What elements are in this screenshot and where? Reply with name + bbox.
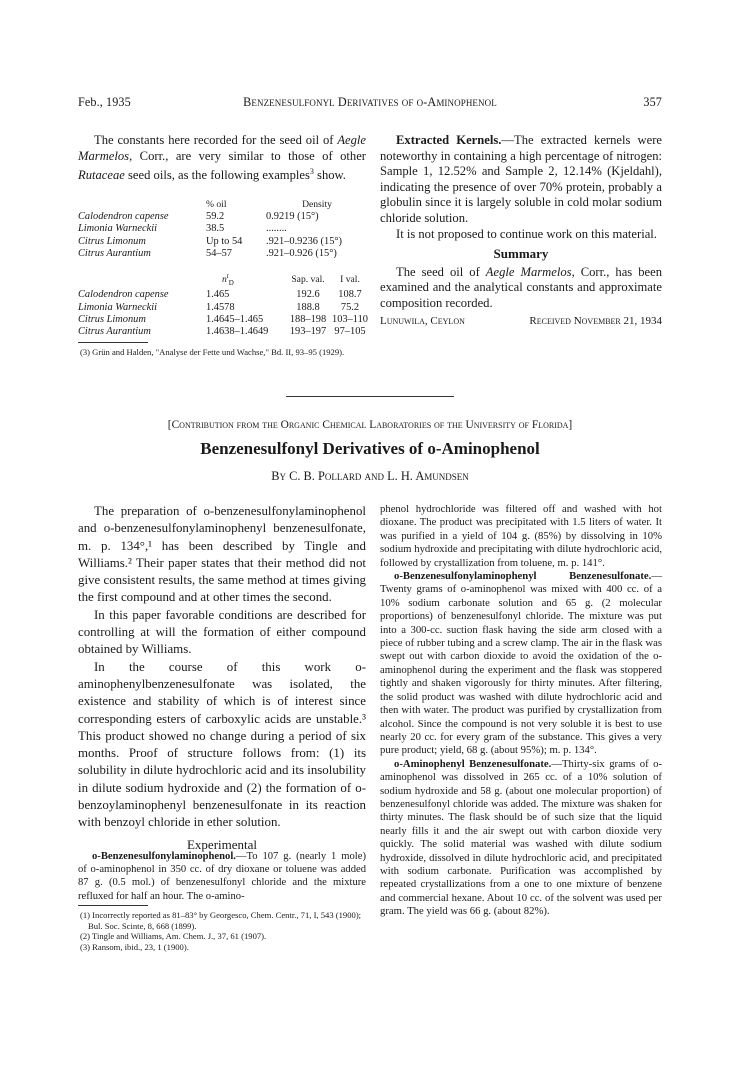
table-row: Citrus Aurantium 1.4638–1.4649 193–197 97–105: [78, 325, 366, 337]
contribution-line: [Contribution from the Organic Chemical Laboratories of the University of Florida]: [167, 419, 573, 431]
experimental-paragraph: o-Benzenesulfonylaminophenol.—To 107 g. (nearly 1 mole) of o-aminophenol in 350 cc. of dry dioxane or toluene was added 87 g. (0.5 mol.) of benzenesulfonyl chloride and the mixture refluxed for half an hour. The o-amino-: [78, 851, 366, 902]
article-footnotes: [78, 910, 366, 952]
table-row: Limonia Warneckii 1.4578 188.8 75.2: [78, 301, 360, 313]
table-row: Citrus Limonum Up to 54 .921–0.9236 (15°): [78, 235, 343, 247]
footnote-divider: [78, 342, 148, 343]
article-title: Benzenesulfonyl Derivatives of o-Aminophenol: [200, 439, 540, 458]
author-pollard: C. B. Pollard: [289, 469, 362, 483]
not-proposed-paragraph: It is not proposed to continue work on this material.: [396, 226, 657, 241]
sulfonate-procedure: o-Benzenesulfonylaminophenyl Benzenesulfonate.—Twenty grams of o-aminophenol was mixed with 400 cc. of a 10% sodium carbonate solution and 65 g. (2 molecular proportions) of benzenesulfonyl chloride. The mixture was put into a 300-cc. suction flask having the side arm closed with a piece of rubber tubing and a screw clamp. The air in the flask was swept out with carbon dioxide to avoid the oxidation of the o-aminophenol during the experiment and the flask was stoppered tightly and shaken vigorously for thirty minutes. After filtering, the solid product was washed with dilute hydrochloric acid and then with water. The product was purified by crystallization from alcohol. Since the compound is not very soluble it is best to use nearly 20 cc. for every gram of the substance. This gives a very pure product; yield, 68 g. (about 95%); m. p. 134°.: [380, 570, 662, 757]
article-separator: [286, 396, 454, 397]
footnote-grun-halden: (3) Grün and Halden, "Analyse der Fette und Wachse," Bd. II, 93–95 (1929).: [80, 347, 345, 357]
received-date: Received November 21, 1934: [529, 314, 662, 327]
table-row: Calodendron capense 59.2 0.9219 (15°): [78, 211, 319, 223]
footnote-divider-2: [78, 905, 148, 906]
col-refractive-index: $n^t_D$: [222, 272, 234, 288]
col-oil-percent: % oil: [206, 199, 227, 210]
article-right-column: [380, 503, 662, 919]
continued-left-column: [78, 133, 366, 184]
article-left-column: [78, 503, 366, 855]
experimental-heading: Experimental: [186, 836, 258, 852]
author-amundsen: L. H. Amundsen: [387, 469, 469, 483]
table-row: Limonia Warneckii 38.5 ........: [78, 223, 287, 235]
footnote-3: (3) Ransom, ibid., 23, 1 (1900).: [80, 941, 189, 952]
oil-constants-table-2: [78, 270, 368, 338]
location: Lunuwila, Ceylon: [380, 314, 465, 327]
continued-right-column: [380, 133, 662, 329]
intro-paragraph-2: In this paper favorable conditions are described for controlling at will the formation of either compound obtained by Williams.: [78, 607, 366, 657]
extracted-kernels-paragraph: Extracted Kernels.—The extracted kernels were noteworthy in containing a high percentage of nitrogen: Sample 1, 12.52% and Sample 2, 12.14% (Kjeldahl), indicating the presence of over 70% protein, probably a globulin since it is largely soluble in cold molar sodium chloride solution.: [380, 133, 662, 225]
constants-paragraph: The constants here recorded for the seed oil of Aegle Marmelos, Corr., are very similar to those of other Rutaceae seed oils, as the following examples$^3$ show.: [78, 133, 366, 183]
aminophenyl-procedure: o-Aminophenyl Benzenesulfonate.—Thirty-six grams of o-aminophenol was dissolved in 265 cc. of a 10% solution of sodium hydroxide and 58 g. (about one molecular proportion) of benzenesulfonyl chloride was added. The mixture was shaken for thirty minutes. The flask should be of such size that the liquid nearly fills it and the air swept out with carbon dioxide very quickly. The solid material was washed with dilute sodium hydroxide, dissolved in dilute hydrochloric acid, and precipitated with sodium carbonate. Purification was accomplished by repeated crystallizations from a one to one mixture of benzene and commercial hexane. About 10 cc. of the solvent was used per gram. The yield was 66 g. (about 82%).: [380, 757, 663, 918]
header-date: Feb., 1935: [78, 95, 131, 109]
col-iodine-value: I val.: [340, 273, 360, 285]
intro-paragraph-1: The preparation of o-benzenesulfonylaminophenol and o-benzenesulfonylaminophenyl benzenesulfonate, m. p. 134°,¹ has been described by Tingle and Williams.² Their paper states that their method did not give consistent results, the same method at times giving the first compound and at other times the second.: [78, 504, 366, 605]
summary-paragraph: The seed oil of Aegle Marmelos, Corr., has been examined and the analytical constants and approximate composition recorded.: [380, 264, 662, 310]
col-density: Density: [302, 199, 332, 210]
signature-line: [380, 314, 662, 330]
col-sap-value: Sap. val.: [291, 273, 325, 285]
summary-heading: Summary: [493, 246, 549, 262]
table-row: Citrus Limonum 1.4645–1.465 188–198 103–110: [78, 313, 368, 325]
header-page-number: 357: [643, 95, 662, 109]
table-row: Calodendron capense 1.465 192.6 108.7: [78, 289, 362, 301]
oil-constants-table-1: [78, 199, 368, 260]
experimental-continued: phenol hydrochloride was filtered off and washed with hot dioxane. The product was precipitated with 1.5 liters of water. It was purified in a yield of 104 g. (85%) by dissolving in 10% sodium hydroxide and precipitating with dilute hydrochloric acid, followed by crystallization from toluene, m. p. 141°.: [380, 503, 662, 569]
footnote-2: (2) Tingle and Williams, Am. Chem. J., 37, 61 (1907).: [80, 931, 267, 942]
byline: By C. B. Pollard and L. H. Amundsen: [271, 469, 469, 483]
table-row: Citrus Aurantium 54–57 .921–0.926 (15°): [78, 247, 337, 259]
intro-paragraph-3: In the course of this work o-aminophenylbenzenesulfonate was isolated, the existence and stability of which is of interest since corresponding esters of carboxylic acids are unstable.³ This product showed no change during a period of six months. Proof of structure follows from: (1) its solubility in dilute hydrochloric acid and its insolubility in dilute sodium hydroxide and (2) the formation of o-benzoylaminophenyl benzenesulfonate in its reaction with benzoyl chloride in ether solution.: [78, 659, 366, 830]
header-running-title: Benzenesulfonyl Derivatives of o-Aminophenol: [243, 95, 497, 109]
footnote-1: (1) Incorrectly reported as 81–83° by Georgesco, Chem. Centr., 71, I, 543 (1900); Bul. Soc. Scinte, 8, 668 (1899).: [80, 910, 362, 931]
